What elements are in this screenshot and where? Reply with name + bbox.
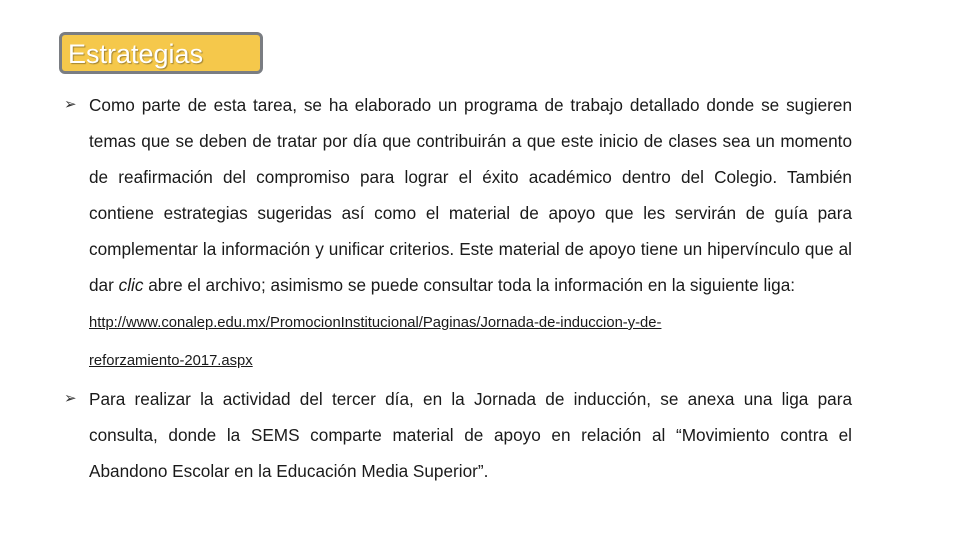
content-area (64, 87, 852, 489)
conalep-link[interactable] (89, 315, 661, 369)
link-line-1: http://www.conalep.edu.mx/PromocionInstitucional/Paginas/Jornada-de-induccion-y-de- (89, 315, 662, 331)
paragraph-1 (64, 87, 852, 379)
paragraph-2-text: Para realizar la actividad del tercer día, en la Jornada de inducción, se anexa una liga para consulta, donde la SEMS comparte material de apoyo en relación al “Movimiento contra el Abandono Escolar en la Educación Media Superior”. (89, 389, 852, 481)
paragraph-1-text-after: abre el archivo; asimismo se puede consultar toda la información en la siguiente liga: (143, 275, 796, 295)
paragraph-1-italic: clic (118, 275, 144, 295)
page-title: Estrategias (68, 39, 204, 69)
paragraph-1-text: Como parte de esta tarea, se ha elaborado un programa de trabajo detallado donde se sugieren temas que se deben de tratar por día que contribuirán a que este inicio de clases sea un momento de reafirmación del compromiso para lograr el éxito académico dentro del Colegio. También contiene estrategias sugeridas así como el material de apoyo que les servirán de guía para complementar la información y unificar criterios. Este material de apoyo tiene un hipervínculo que al dar (89, 95, 852, 295)
arrow-bullet-icon: ➢ (64, 96, 77, 113)
title-banner (59, 32, 263, 74)
link-line-2: reforzamiento-2017.aspx (89, 353, 253, 369)
arrow-bullet-icon: ➢ (64, 390, 77, 407)
paragraph-2 (64, 381, 852, 489)
